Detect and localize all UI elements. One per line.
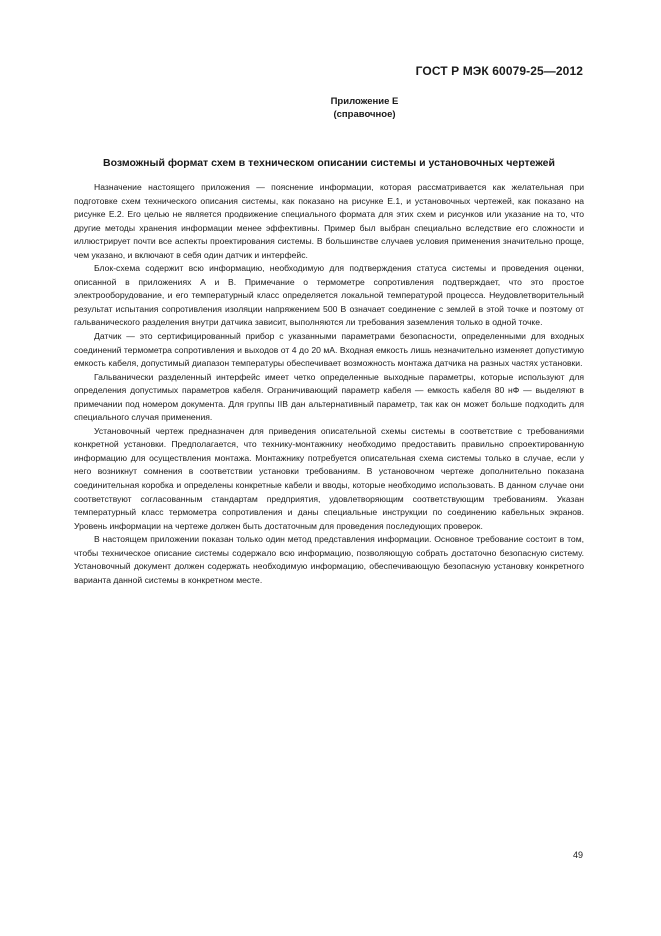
paragraph: Блок-схема содержит всю информацию, необходимую для подтверждения статуса системы и проведения оценки, описанной в приложениях А и В. Примечание о термометре сопротивления подтверждает, что это простое электрооборудование, и его температурный класс определяется локальной температурой процесса. Неудовлетворительный результат испытания сопротивления изоляции напряжением 500 В означает соединение с землей в этой точке и поэтому от гальванического разделения внутри датчика зависит, выполняются ли требования заземления только в одной точке.: [74, 263, 584, 328]
appendix-type: (справочное): [333, 109, 396, 120]
appendix-label: Приложение Е: [330, 96, 399, 107]
paragraph: Датчик — это сертифицированный прибор с указанными параметрами безопасности, определенными для входных соединений термометра сопротивления и выходов от 4 до 20 мА. Входная емкость лишь незначительно изменяет допустимую емкость кабеля, допустимый диапазон температуры обеспечивает возможность монтажа датчика на разных частях установки.: [74, 331, 584, 369]
page-number: 49: [572, 850, 583, 860]
paragraph: Гальванически разделенный интерфейс имеет четко определенные выходные параметры, которые используют для определения допустимых параметров кабеля. Ограничивающий параметр кабеля — емкость кабеля 80 нФ — выделяют в примечании под номером документа. Для группы IIВ дан альтернативный параметр, так как он может больше подходить для специального случая применения.: [74, 371, 584, 423]
appendix-heading: [0, 95, 661, 121]
body-text: [74, 181, 584, 587]
paragraph: Установочный чертеж предназначен для приведения описательной схемы системы в соответствие с требованиями конкретной установки. Предполагается, что технику-монтажнику необходимо предоставить правильно спроектированную информацию для осуществления монтажа. Монтажнику потребуется описательная схема системы только в случае, если у него возникнут сомнения в соответствии установки требованиям. В установочном чертеже дополнительно показана соединительная коробка и определены конкретные кабели и вводы, которые необходимо использовать. В данном случае они соответствуют согласованным стандартам предприятия, удовлетворяющим соответствующим требованиям. Указан температурный класс термометра сопротивления и даны специальные инструкции по соединению кабельных экранов. Уровень информации на чертеже должен быть достаточным для проведения последующих проверок.: [74, 425, 584, 531]
paragraph: Назначение настоящего приложения — пояснение информации, которая рассматривается как желательная при подготовке схем технического описания системы, как показано на рисунке Е.1, и установочных чертежей, как показано на рисунке Е.2. Его целью не является продвижение специального формата для этих схем и рисунков или указание на то, что другие методы хранения информации менее эффективны. Пример был выбран специально вследствие его сложности и иллюстрирует почти все аспекты проектирования системы. В большинстве случаев условия применения значительно проще, чем указано, и включают в себя один датчик и интерфейс.: [74, 182, 584, 260]
standard-designation: ГОСТ Р МЭК 60079-25—2012: [415, 64, 583, 78]
paragraph: В настоящем приложении показан только один метод представления информации. Основное требование состоит в том, чтобы техническое описание системы содержало всю информацию, позволяющую собрать достаточно безопасную систему. Установочный документ должен содержать необходимую информацию, обеспечивающую безопасную установку конкретного варианта данной системы в конкретном месте.: [74, 534, 584, 585]
appendix-title: Возможный формат схем в техническом описании системы и установочных чертежей: [103, 157, 555, 169]
